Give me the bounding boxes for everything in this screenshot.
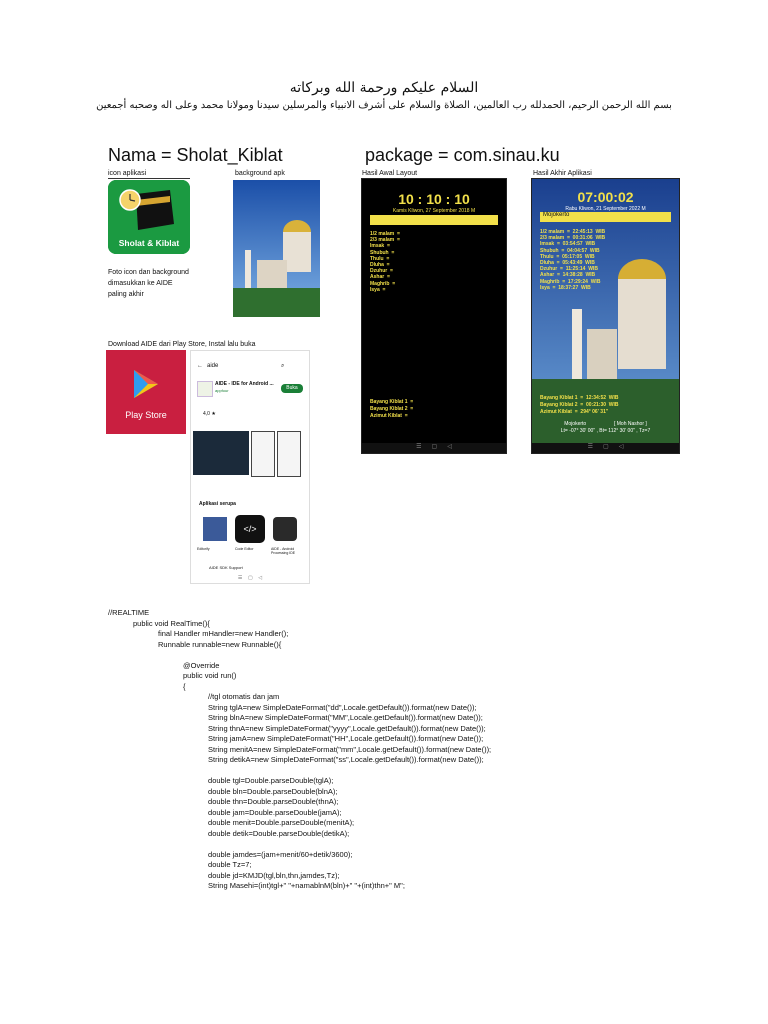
akhir-row: Shubuh = 04:04:57 WIB [540,247,600,254]
akhir-row: Imsak = 03:54:57 WIB [540,241,596,248]
akhir-bottom-row: Bayang Kiblat 1 = 12:34:52 WIB [540,395,619,401]
akhir-row: 2/3 malam = 00:31:06 WIB [540,235,606,242]
awal-row: Shubuh = [370,249,395,256]
awal-bottom-row: Azimut Kiblat = [370,413,408,419]
code-line: Runnable runnable=new Runnable(){ [108,639,282,649]
code-line: String tglA=new SimpleDateFormat("dd",Locale.getDefault()).format(new Date()); [108,702,477,712]
code-line: //REALTIME [108,608,150,617]
back-arrow-icon[interactable]: ← [197,363,203,369]
akhir-time: 07:00:02 [577,189,634,205]
code-line: double bln=Double.parseDouble(blnA); [108,786,338,796]
code-line: String blnA=new SimpleDateFormat("MM",Locale.getDefault()).format(new Date()); [108,713,483,722]
aide-app-title: AIDE - IDE for Android ... [215,381,274,387]
awal-row: 2/3 malam = [370,237,400,244]
arabic-opening: بسم الله الرحمن الرحيم، الحمدلله رب العالمين، الصلاة والسلام على أشرف الانبياء والمرسلين سيدنا ومولانا محمد وعلى اله وصحبه أجمعين [96,100,672,111]
akhir-row: Dzuhur = 11:25:14 WIB [540,266,598,273]
awal-row: Thulu = [370,255,390,262]
akhir-row: Dluha = 05:43:49 WIB [540,260,595,266]
akhir-row: 1/2 malam = 22:45:13 WIB [540,229,606,235]
code-line: String jamA=new SimpleDateFormat("HH",Locale.getDefault()).format(new Date()); [108,734,484,743]
code-line: double menit=Double.parseDouble(menitA); [108,818,355,827]
akhir-row: Thulu = 05:17:05 WIB [540,253,595,260]
app-icon-label: Sholat & Kiblat [118,238,180,248]
similar-app-name: Code Editor [235,547,254,551]
similar-app-name: Editorify [197,547,210,551]
code-editor-icon[interactable]: </> [235,515,265,543]
screenshot-thumb[interactable] [277,431,301,477]
code-line: { [108,681,186,691]
phone-layout-akhir [531,178,680,454]
open-button[interactable]: Buka [281,384,303,393]
akhir-navbar: ☰ ▢ ◁ [532,443,679,453]
awal-row: 1/2 malam = [370,231,400,237]
code-line: double thn=Double.parseDouble(thnA); [108,797,339,806]
aide-publisher: appfour [215,388,229,393]
screenshot-thumb[interactable] [193,431,249,475]
code-line: double Tz=7; [108,860,252,869]
processing-app-icon[interactable] [273,517,297,541]
similar-app-name: AIDE - Android Processing IDE [271,547,296,555]
code-line: double jd=KMJD(tgl,bln,thn,jamdes,Tz); [108,870,340,880]
store-navbar: ☰ ▢ ◁ [237,575,263,581]
code-line: double jamdes=(jam+menit/60+detik/3600); [108,849,353,859]
awal-row: Imsak = [370,243,390,250]
awal-bottom-row: Bayang Kiblat 1 = [370,399,414,405]
play-store-icon [132,368,160,400]
awal-date: Kamis Kliwon, 27 September 2018 M [392,208,476,214]
foto-note-line: dimasukkan ke AIDE [108,280,173,287]
playstore-label: Play Store [125,410,167,420]
awal-row: Dluha = [370,262,390,268]
awal-row: Dzuhur = [370,268,393,275]
code-line: String Masehi=(int)tgl+" "+namablnM(bln)+" "+(int)thn+" M"; [108,881,405,890]
search-icon[interactable]: ⌕ [281,363,285,369]
label-hasil-akhir: Hasil Akhir Aplikasi [533,170,592,177]
package-name: package = com.sinau.ku [365,145,560,165]
label-background-apk: background apk [235,170,285,177]
awal-time: 10 : 10 : 10 [398,191,470,207]
akhir-bottom-row: Azimut Kiblat = 294° 06' 31" [540,409,609,415]
akhir-row: Maghrib = 17:29:24 WIB [540,278,601,285]
mosque-image [233,180,320,317]
aide-app-icon [197,381,213,397]
code-line: final Handler mHandler=new Handler(); [108,629,289,638]
app-name: Nama = Sholat_Kiblat [108,145,283,165]
code-line: String thnA=new SimpleDateFormat("yyyy",Locale.getDefault()).format(new Date()); [108,723,486,733]
foto-note [108,267,189,300]
awal-city-select[interactable] [370,215,498,225]
akhir-footer-2: Lt= -07° 30' 00" , Bt= 112° 30' 00" , Tz=7 [560,428,651,434]
aide-rating: 4,0 ★ [203,411,216,417]
background-image [233,180,320,317]
code-line: String menitA=new SimpleDateFormat("mm",Locale.getDefault()).format(new Date()); [108,744,492,754]
awal-row: Ashar = [370,274,390,281]
screenshot-thumb[interactable] [251,431,275,477]
awal-navbar: ☰ ▢ ◁ [362,443,506,453]
akhir-footer-1: Mojokerto [ Moh Nashor ] [564,421,647,427]
foto-note-line: paling akhir [108,291,144,298]
app-icon [108,180,190,254]
arabic-greeting: السلام عليكم ورحمة الله وبركاته [289,80,479,96]
akhir-city-select[interactable]: Mojokerto [540,212,671,222]
playstore-tile [106,350,186,434]
akhir-bottom-row: Bayang Kiblat 2 = 00:21:30 WIB [540,402,619,408]
code-line: String detikA=new SimpleDateFormat("ss",Locale.getDefault()).format(new Date()); [108,755,484,764]
aide-store-screen [190,350,310,584]
aide-sdk-support: AIDE SDK Support [209,565,243,570]
similar-apps-heading: Aplikasi serupa [199,501,236,507]
code-line [108,839,491,850]
label-hasil-awal: Hasil Awal Layout [362,170,418,177]
awal-bottom-row: Bayang Kiblat 2 = [370,406,414,412]
akhir-row: Ashar = 14:38:28 WIB [540,272,596,279]
code-line: double tgl=Double.parseDouble(tglA); [108,776,334,785]
foto-note-line: Foto icon dan background [108,269,189,276]
code-block [108,608,491,892]
code-line: double detik=Double.parseDouble(detikA); [108,828,350,838]
code-line [108,766,491,777]
awal-row: Isya = [370,286,386,293]
download-note: Download AIDE dari Play Store, Instal lalu buka [108,341,256,348]
akhir-date: Rabu Kliwon, 21 September 2022 M [565,206,646,212]
code-line: public void RealTime(){ [108,618,210,628]
awal-row: Maghrib = [370,280,396,287]
code-line [108,650,491,661]
store-search-query[interactable]: aide [207,363,219,369]
akhir-row: Isya = 18:37:27 WIB [540,284,591,291]
code-line: @Override [108,660,220,670]
code-line: //tgl otomatis dan jam [108,692,280,701]
phone-layout-awal [361,178,507,454]
label-icon-aplikasi: icon aplikasi [108,169,190,179]
code-line: double jam=Double.parseDouble(jamA); [108,807,342,817]
code-line: public void run() [108,671,237,680]
similar-app-icon[interactable] [203,517,227,541]
